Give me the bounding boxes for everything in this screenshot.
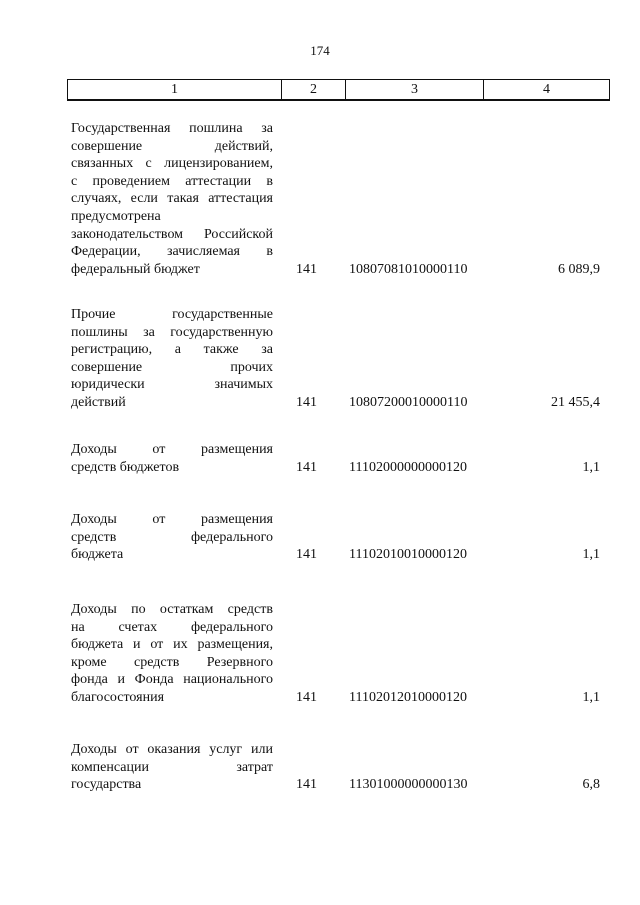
desc-line: бюджета (71, 547, 124, 563)
admin-code: 141 (296, 777, 317, 793)
amount: 1,1 (582, 459, 600, 475)
desc-line: случаях, если такая аттестация (71, 191, 273, 207)
amount: 6,8 (582, 777, 600, 793)
desc-line: фонда и Фонда национального (71, 672, 273, 688)
budget-code: 11102010010000120 (349, 547, 467, 563)
budget-code: 11102000000000120 (349, 459, 467, 475)
desc-line: компенсации затрат (71, 759, 273, 775)
budget-code: 11102012010000120 (349, 690, 467, 705)
desc-line: Доходы от размещения (71, 442, 273, 457)
row-description (71, 120, 273, 278)
desc-line: юридически значимых (71, 377, 273, 393)
desc-line: средств федерального (71, 529, 273, 545)
table-header (67, 79, 610, 101)
desc-line: Федерации, зачисляемая в (71, 244, 273, 260)
desc-line: Прочие государственные (71, 307, 273, 322)
desc-line: благосостояния (71, 689, 165, 705)
desc-line: пошлины за государственную (71, 324, 273, 340)
budget-code: 10807200010000110 (349, 395, 468, 410)
desc-line: законодательством Российской (71, 226, 273, 242)
amount: 1,1 (582, 547, 600, 563)
admin-code: 141 (296, 261, 317, 277)
budget-code: 10807081010000110 (349, 261, 468, 277)
desc-line: государства (71, 777, 142, 793)
amount: 21 455,4 (551, 395, 600, 410)
row-description (71, 741, 273, 794)
desc-line: на счетах федерального (71, 619, 273, 635)
desc-line: кроме средств Резервного (71, 654, 273, 670)
admin-code: 141 (296, 395, 317, 410)
desc-line: совершение действий, (71, 138, 273, 154)
amount: 6 089,9 (558, 261, 600, 277)
desc-line: предусмотрена (71, 208, 161, 224)
admin-code: 141 (296, 547, 317, 563)
row-description (71, 601, 273, 707)
admin-code: 141 (296, 690, 317, 705)
desc-line: Государственная пошлина за (71, 121, 273, 136)
desc-line: Доходы по остаткам средств (71, 602, 273, 617)
desc-line: федеральный бюджет (71, 261, 200, 277)
desc-line: Доходы от оказания услуг или (71, 742, 273, 757)
desc-line: средств бюджетов (71, 459, 180, 475)
desc-line: Доходы от размещения (71, 512, 273, 527)
desc-line: совершение прочих (71, 359, 273, 375)
desc-line: бюджета и от их размещения, (71, 637, 273, 653)
desc-line: с проведением аттестации в (71, 173, 273, 189)
header-col-1: 1 (68, 80, 282, 99)
page-number: 174 (310, 43, 330, 58)
row-description (71, 306, 273, 412)
admin-code: 141 (296, 459, 317, 475)
amount: 1,1 (582, 690, 600, 705)
row-description (71, 441, 273, 476)
desc-line: связанных с лицензированием, (71, 156, 273, 172)
header-col-4: 4 (543, 81, 550, 97)
desc-line: действий (71, 394, 126, 410)
header-col-2: 2 (282, 80, 346, 99)
budget-code: 11301000000000130 (349, 777, 468, 793)
desc-line: регистрацию, а также за (71, 342, 273, 358)
row-description (71, 511, 273, 564)
header-col-3: 3 (346, 80, 484, 99)
